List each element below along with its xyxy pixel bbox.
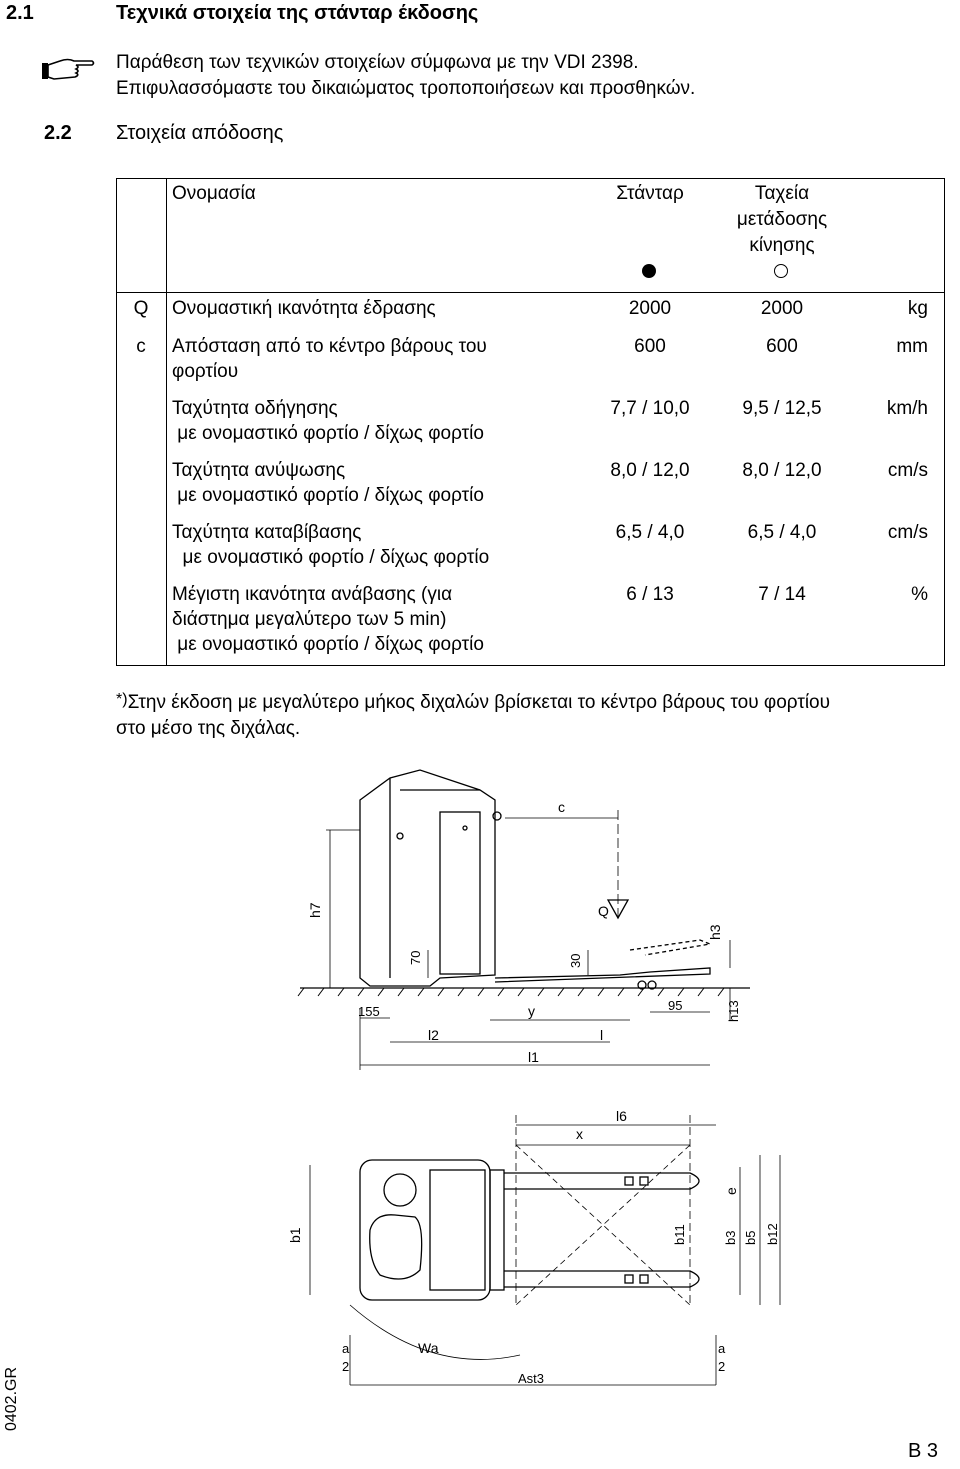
label-a-left: a: [342, 1341, 350, 1356]
row-label-1: Ταχύτητα ανύψωσης: [172, 460, 346, 481]
document-code: 0402.GR: [3, 1366, 21, 1432]
label-h13: h13: [726, 1000, 741, 1022]
label-Ast3: Ast3: [518, 1371, 545, 1386]
row-label-1: Ονομαστική ικανότητα έδρασης: [172, 298, 436, 319]
footnote-text-1: Στην έκδοση με μεγαλύτερο μήκος διχαλών βρίσκεται το κέντρο βάρους του φορτίου: [127, 692, 831, 713]
symbol-column-divider: [166, 178, 167, 666]
label-y: y: [528, 1003, 535, 1019]
truck-side-view-drawing: [290, 750, 760, 1070]
header-fast-3: κίνησης: [749, 235, 815, 256]
note-line-1: Παράθεση των τεχνικών στοιχείων σύμφωνα με την VDI 2398.: [116, 52, 639, 73]
label-b3: b3: [723, 1230, 738, 1245]
row-value-fast: 7 / 14: [758, 584, 806, 605]
row-value-fast: 2000: [760, 298, 804, 319]
row-label-3: με ονομαστικό φορτίο / δίχως φορτίο: [172, 634, 484, 655]
row-unit: %: [911, 584, 928, 605]
standard-filled-dot-icon: [642, 264, 656, 278]
header-fast-2: μετάδοσης: [736, 209, 828, 230]
row-value-standard: 8,0 / 12,0: [610, 460, 690, 481]
truck-top-view-drawing: [280, 1095, 790, 1395]
row-label-1: Ταχύτητα οδήγησης: [172, 398, 338, 419]
header-fast-1: Ταχεία: [754, 183, 810, 204]
footnote-line-2: στο μέσο της διχάλας.: [116, 718, 301, 739]
label-b11: b11: [672, 1224, 687, 1245]
subsection-title: Στοιχεία απόδοσης: [116, 122, 284, 144]
row-value-fast: 8,0 / 12,0: [742, 460, 822, 481]
label-l: l: [600, 1027, 604, 1043]
row-value-fast: 600: [766, 336, 798, 357]
label-Q: Q: [598, 903, 609, 919]
footnote-line-1: [116, 690, 830, 716]
section-title: Τεχνικά στοιχεία της στάνταρ έκδοσης: [116, 2, 479, 24]
label-l2: l2: [428, 1027, 439, 1043]
label-b12: b12: [765, 1223, 780, 1245]
row-value-standard: 600: [634, 336, 666, 357]
label-95: 95: [668, 998, 683, 1013]
label-l6: l6: [616, 1108, 627, 1124]
fast-empty-dot-icon: [774, 264, 788, 278]
label-155: 155: [358, 1004, 380, 1019]
row-unit: km/h: [886, 398, 928, 419]
row-label-1: Ταχύτητα καταβίβασης: [172, 522, 362, 543]
note-line-2: Επιφυλασσόμαστε του δικαιώματος τροποποιήσεων και προσθηκών.: [116, 78, 696, 99]
label-h7: h7: [307, 902, 323, 918]
label-2-left: 2: [342, 1359, 350, 1374]
row-symbol: Q: [133, 298, 149, 319]
label-h3: h3: [707, 924, 723, 940]
label-Wa: Wa: [418, 1340, 439, 1356]
page-number: B 3: [908, 1440, 939, 1462]
row-value-standard: 7,7 / 10,0: [610, 398, 690, 419]
row-label-2: διάστημα μεγαλύτερο των 5 min): [172, 609, 447, 630]
row-value-fast: 6,5 / 4,0: [747, 522, 817, 543]
label-x: x: [576, 1126, 583, 1142]
row-value-standard: 6 / 13: [626, 584, 674, 605]
label-c: c: [558, 799, 565, 815]
row-value-standard: 6,5 / 4,0: [615, 522, 685, 543]
row-label-1: Απόσταση από το κέντρο βάρους του: [172, 336, 487, 357]
row-unit: cm/s: [887, 460, 928, 481]
label-b1: b1: [287, 1227, 303, 1243]
label-a-right: a: [718, 1341, 726, 1356]
row-unit: cm/s: [887, 522, 928, 543]
header-standard: Στάνταρ: [616, 183, 684, 204]
row-label-2: με ονομαστικό φορτίο / δίχως φορτίο: [172, 485, 484, 506]
row-value-fast: 9,5 / 12,5: [742, 398, 822, 419]
header-separator: [116, 292, 945, 293]
label-2-right: 2: [718, 1359, 726, 1374]
label-b5: b5: [743, 1230, 758, 1245]
row-symbol: c: [136, 336, 146, 357]
row-label-2: με ονομαστικό φορτίο / δίχως φορτίο: [172, 547, 490, 568]
label-l1: l1: [528, 1049, 539, 1065]
row-label-2: φορτίου: [172, 361, 239, 382]
header-designation: Ονομασία: [172, 183, 256, 204]
label-e: e: [723, 1187, 739, 1195]
row-unit: kg: [907, 298, 928, 319]
label-70: 70: [408, 950, 423, 965]
row-unit: mm: [896, 336, 928, 357]
section-number: 2.1: [6, 2, 34, 24]
row-label-2: με ονομαστικό φορτίο / δίχως φορτίο: [172, 423, 484, 444]
subsection-number: 2.2: [44, 122, 72, 144]
label-30: 30: [568, 953, 583, 968]
row-label-1: Μέγιστη ικανότητα ανάβασης (για: [172, 584, 453, 605]
footnote-mark: *): [116, 691, 128, 708]
pointing-hand-icon: [40, 55, 96, 85]
row-value-standard: 2000: [628, 298, 672, 319]
